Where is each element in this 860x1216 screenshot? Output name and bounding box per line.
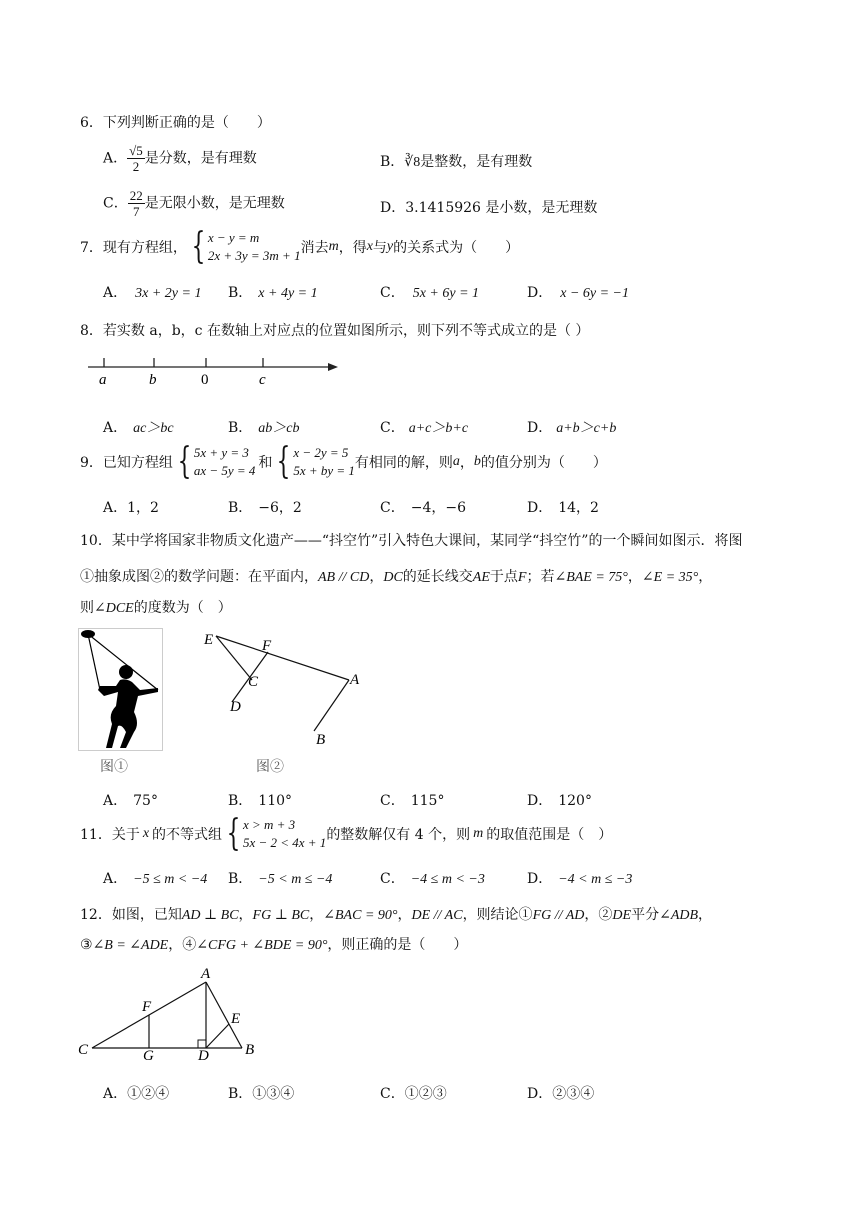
q6-stem: 6．下列判断正确的是（ ）: [80, 115, 271, 131]
q7-stem-mid: 消去: [300, 240, 329, 256]
q10-line1: 10．某中学将国家非物质文化遗产——“抖空竹”引入特色大课间，某同学“抖空竹”的一个瞬间如图示．将图: [80, 533, 743, 549]
q12-a-expr: ①②④: [127, 1086, 170, 1102]
q6-c-text: 是无限小数，是无理数: [144, 195, 285, 212]
q12-option-a: [103, 1083, 169, 1103]
q7-c-label: C．: [380, 285, 405, 301]
q8-d-expr: a+b＞c+b: [556, 421, 617, 436]
q7-var-y: y: [386, 239, 394, 254]
q7-var-m: m: [328, 239, 339, 254]
q11-option-c: [380, 868, 485, 888]
q11-a-expr: −5 ≤ m < −4: [133, 872, 208, 887]
fig2-line-ab: [314, 680, 349, 731]
fig12-label-f: F: [142, 999, 152, 1015]
q11-b-label: B．: [228, 871, 253, 887]
q7-var-x: x: [366, 239, 373, 254]
fig2-label-a: A: [350, 672, 360, 688]
q9-c-label: C．: [380, 500, 405, 516]
q9-brace-2: {: [277, 441, 291, 482]
q8-option-a: [103, 417, 174, 437]
q10-c-label: C．: [380, 793, 405, 809]
q10-a-expr: 75°: [133, 793, 158, 809]
q12-t7: ，: [698, 907, 713, 923]
q7-stem: [80, 226, 520, 267]
q10-line2-t4: ；若: [526, 569, 555, 585]
q9-a-expr: 1，2: [127, 500, 159, 516]
q10-math-ab-cd: AB // CD: [318, 570, 370, 585]
q10-line2-t5: ，: [627, 569, 642, 585]
q10-figure-2: [196, 628, 368, 750]
q7-b-label: B．: [228, 285, 253, 301]
q9-and: 和: [258, 455, 273, 471]
q10-fig1-caption: 图①: [100, 759, 128, 775]
q10-math-ae: AE: [472, 570, 490, 585]
q8-a-expr: ac＞bc: [133, 421, 174, 436]
q12-math-adb: ∠ADB: [659, 908, 699, 923]
q9-b-label: B．: [228, 500, 253, 516]
q7-stem-post3: 的关系式为（ ）: [393, 240, 520, 256]
q11-a-label: A．: [103, 871, 128, 887]
q12-t1: ，: [238, 907, 253, 923]
fig12-right-angle: [198, 1040, 206, 1048]
fig2-label-f: F: [262, 638, 272, 654]
q8-d-label: D．: [527, 420, 553, 436]
q7-c-expr: 5x + 6y = 1: [412, 286, 480, 301]
q9-stem: [80, 441, 607, 482]
q9-b-expr: −6，2: [258, 500, 302, 516]
q9-sys2-eq2: 5x + by = 1: [293, 463, 355, 478]
q7-brace: {: [191, 226, 206, 267]
q12-line2-p1: ③: [80, 937, 93, 953]
fig12-label-b: B: [245, 1042, 255, 1058]
q12-line1-pre: 12．如图，已知: [80, 907, 182, 923]
q6-b-text: 是整数，是有理数: [420, 154, 533, 170]
q12-math-cfg-bde: ∠CFG + ∠BDE = 90°: [196, 938, 328, 953]
q11-c-expr: −4 ≤ m < −3: [410, 872, 485, 887]
q8-label-0: 0: [201, 372, 209, 388]
q12-math-ad-bc: AD ⊥ BC: [181, 908, 239, 923]
q12-d-expr: ②③④: [552, 1086, 595, 1102]
q12-t3: ，: [397, 907, 412, 923]
q6-option-c: [103, 188, 285, 219]
q11-system: [243, 816, 326, 852]
q7-d-label: D．: [527, 285, 553, 301]
q10-math-e: ∠E = 35°: [641, 570, 699, 585]
q12-t6: 平分: [631, 907, 660, 923]
q8-label-a: a: [99, 372, 107, 388]
q10-math-f: F: [517, 570, 527, 585]
q9-d-label: D．: [527, 500, 553, 516]
q9-d-expr: 14，2: [558, 500, 599, 516]
q12-math-fg-ad: FG // AD: [532, 908, 585, 923]
q12-option-c: [380, 1083, 447, 1103]
q10-line3-pre: 则: [80, 600, 94, 616]
q10-line2-pre: ①抽象成图②的数学问题：在平面内，: [80, 569, 318, 585]
q8-option-c: [380, 417, 468, 437]
q6-c-frac-num: 22: [129, 188, 143, 203]
q9-var-a: a: [452, 454, 460, 469]
q12-math-bac: ∠BAC = 90°: [323, 908, 398, 923]
q9-stem-pre: 9．已知方程组: [80, 455, 173, 471]
q8-b-label: B．: [228, 420, 253, 436]
q6-a-frac-num: √5: [129, 143, 143, 158]
q10-math-bae: ∠BAE = 75°: [554, 570, 628, 585]
q9-brace-1: {: [177, 441, 192, 482]
fig12-label-c: C: [78, 1042, 89, 1058]
q12-t4: ，则结论①: [462, 907, 533, 923]
q8-axis-arrow: [328, 363, 338, 371]
q10-math-dc: DC: [383, 570, 403, 585]
q12-b-expr: ①③④: [252, 1086, 295, 1102]
q10-option-d: [527, 790, 592, 810]
q10-line2: [80, 566, 712, 586]
q9-var-b: b: [473, 454, 481, 469]
q10-line3-post: 的度数为（ ）: [133, 600, 232, 616]
q12-figure: [74, 962, 268, 1062]
q6-a-fraction: [127, 143, 145, 174]
q10-line2-t6: ，: [698, 569, 713, 585]
q12-line2-p3: ，则正确的是（ ）: [327, 937, 468, 953]
q9-option-c: [380, 497, 466, 517]
q12-option-d: [527, 1083, 594, 1103]
q7-a-label: A．: [103, 285, 128, 301]
q10-line2-t3: 于点: [489, 569, 518, 585]
q11-stem-post1: 的整数解仅有 4 个，则: [326, 827, 471, 843]
q10-option-c: [380, 790, 444, 810]
q9-c-expr: −4，−6: [410, 500, 466, 516]
q9-a-label: A．: [103, 500, 128, 516]
q9-option-a: [103, 497, 159, 517]
q10-option-a: [103, 790, 158, 810]
q12-line1: [80, 904, 712, 924]
q7-option-d: [527, 282, 629, 302]
q9-sys2-eq1: x − 2y = 5: [293, 445, 349, 460]
q12-option-b: [228, 1083, 294, 1103]
fig12-label-g: G: [143, 1048, 154, 1062]
q11-brace: {: [226, 813, 241, 854]
q12-line2-p2: ，④: [168, 937, 197, 953]
q12-math-de-ac: DE // AC: [411, 908, 463, 923]
q8-label-b: b: [149, 372, 157, 388]
q11-d-expr: −4 < m ≤ −3: [558, 872, 633, 887]
q11-stem-post2: 的取值范围是（ ）: [486, 827, 613, 843]
q8-a-label: A．: [103, 420, 128, 436]
q8-option-b: [228, 417, 300, 437]
q11-option-a: [103, 868, 207, 888]
q7-eq2: 2x + 3y = 3m + 1: [207, 248, 301, 263]
q9-stem-post2: 的值分别为（ ）: [480, 455, 607, 471]
q10-line3: [80, 597, 232, 617]
fig1-head: [119, 665, 133, 679]
q6-c-label: C．: [103, 195, 128, 212]
fig12-label-d: D: [198, 1048, 209, 1062]
q10-math-dce: ∠DCE: [94, 601, 134, 616]
q10-fig2-caption: 图②: [256, 759, 284, 775]
q6-b-label: B．: [380, 154, 405, 170]
q9-system-2: [293, 444, 355, 480]
q9-sep: ，: [459, 455, 474, 471]
q6-d-label: D．: [380, 200, 406, 216]
fig12-label-a: A: [201, 966, 211, 982]
q10-b-label: B．: [228, 793, 253, 809]
q6-a-label: A．: [103, 150, 128, 167]
q8-number-line: [82, 352, 344, 388]
q11-option-d: [527, 868, 632, 888]
q11-var-m: m: [473, 826, 484, 841]
q10-d-expr: 120°: [558, 793, 592, 809]
q12-t5: ，②: [584, 907, 613, 923]
q7-option-a: [103, 282, 201, 302]
q11-stem-mid: 的不等式组: [152, 827, 223, 843]
q7-b-expr: x + 4y = 1: [258, 286, 318, 301]
q6-a-frac-den: 2: [132, 159, 140, 174]
q9-option-d: [527, 497, 599, 517]
q11-eq1: x > m + 3: [242, 817, 296, 832]
q6-d-text: 3.1415926 是小数，是无理数: [405, 200, 598, 216]
q11-b-expr: −5 < m ≤ −4: [258, 872, 333, 887]
q12-math-fg-bc: FG ⊥ BC: [252, 908, 310, 923]
q8-c-label: C．: [380, 420, 405, 436]
q9-option-b: [228, 497, 302, 517]
q7-a-expr: 3x + 2y = 1: [135, 286, 202, 301]
q7-system: [208, 229, 301, 265]
q10-a-label: A．: [103, 793, 128, 809]
q10-b-expr: 110°: [258, 793, 293, 809]
q7-option-c: [380, 282, 479, 302]
q10-figure-1: [78, 628, 164, 752]
q8-b-expr: ab＞cb: [258, 421, 300, 436]
q11-stem: [80, 813, 613, 854]
q8-option-d: [527, 417, 616, 437]
q11-c-label: C．: [380, 871, 405, 887]
q6-option-a: [103, 143, 257, 174]
fig12-label-e: E: [231, 1011, 241, 1027]
fig2-line-ec: [216, 636, 252, 680]
q10-line2-t2: 的延长线交: [402, 569, 473, 585]
q7-stem-post1: ，得: [338, 240, 367, 256]
q9-stem-post1: 有相同的解，则: [354, 455, 453, 471]
q9-sys1-eq2: ax − 5y = 4: [193, 463, 256, 478]
q10-d-label: D．: [527, 793, 553, 809]
q11-d-label: D．: [527, 871, 553, 887]
fig12-line-de: [206, 1024, 229, 1048]
q7-eq1: x − y = m: [207, 230, 260, 245]
q7-stem-post2: 与: [372, 240, 387, 256]
q6-option-d: [380, 197, 597, 217]
q12-t2: ，: [309, 907, 324, 923]
q6-c-frac-den: 7: [132, 204, 140, 219]
fig2-line-ea: [216, 636, 349, 680]
q7-option-b: [228, 282, 318, 302]
q11-var-x: x: [142, 826, 150, 841]
q8-c-expr: a+c＞b+c: [408, 421, 469, 436]
fig2-label-b: B: [316, 732, 326, 748]
q10-option-b: [228, 790, 292, 810]
fig2-label-d: D: [230, 699, 241, 715]
q11-eq2: 5x − 2 < 4x + 1: [242, 835, 327, 850]
q8-stem: 8．若实数 a，b，c 在数轴上对应点的位置如图所示，则下列不等式成立的是（ ）: [80, 323, 590, 339]
fig2-label-c: C: [248, 674, 259, 690]
q12-line2: [80, 934, 467, 954]
q11-stem-pre: 11．关于: [80, 827, 140, 843]
q12-math-b-ade: ∠B = ∠ADE: [92, 938, 169, 953]
q6-a-text: 是分数，是有理数: [144, 150, 257, 167]
q12-d-label: D．: [527, 1086, 553, 1102]
q12-math-de: DE: [612, 908, 632, 923]
q12-b-label: B．: [228, 1086, 253, 1102]
q12-c-label: C．: [380, 1086, 405, 1102]
q6-option-b: [380, 151, 532, 171]
q7-stem-pre: 7．现有方程组，: [80, 240, 187, 256]
q6-c-fraction: [128, 188, 145, 219]
q6-b-expr: ∛8: [404, 155, 421, 170]
q7-d-expr: x − 6y = −1: [560, 286, 630, 301]
q9-system-1: [194, 444, 256, 480]
q10-c-expr: 115°: [410, 793, 445, 809]
q12-c-expr: ①②③: [404, 1086, 447, 1102]
q10-line2-t1: ，: [369, 569, 384, 585]
q9-sys1-eq1: 5x + y = 3: [193, 445, 249, 460]
q8-label-c: c: [259, 372, 266, 388]
q12-a-label: A．: [103, 1086, 128, 1102]
fig2-label-e: E: [204, 632, 214, 648]
q11-option-b: [228, 868, 332, 888]
